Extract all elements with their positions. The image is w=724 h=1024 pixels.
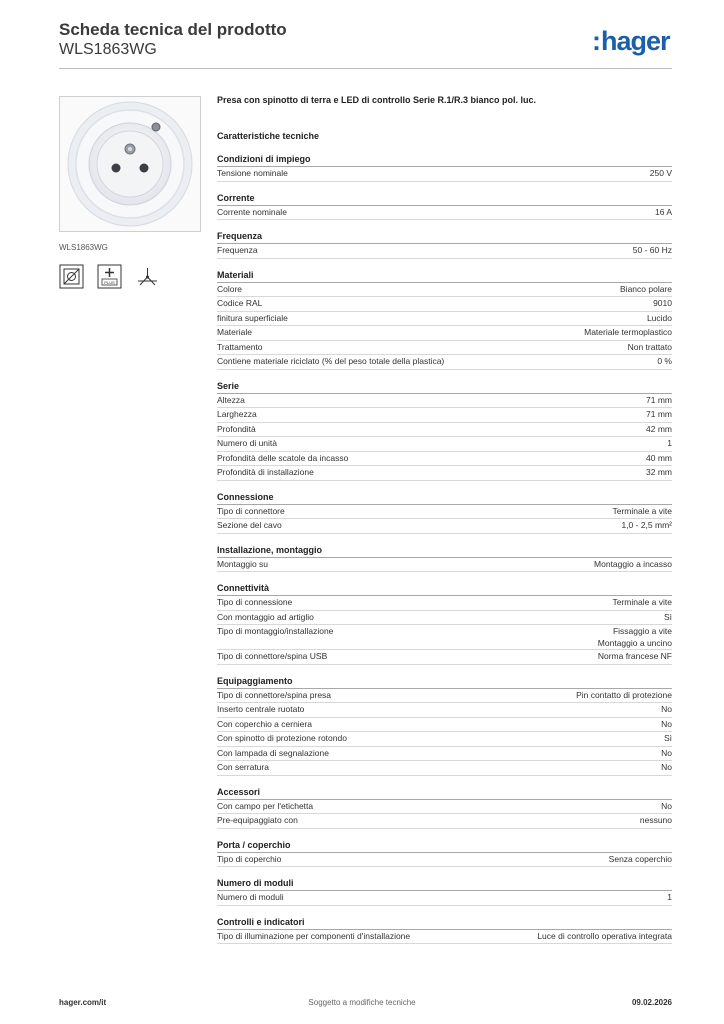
- section-title: Installazione, montaggio: [217, 543, 672, 558]
- spec-section: [217, 490, 672, 534]
- spec-label: Contiene materiale riciclato (% del peso totale della plastica): [217, 356, 445, 366]
- spec-value: Pin contatto di protezione: [576, 689, 672, 700]
- page-header: [59, 20, 287, 60]
- spec-label: Tipo di connessione: [217, 597, 293, 607]
- spec-value: Norma francese NF: [597, 651, 672, 661]
- spec-value-line: Fissaggio a vite: [612, 626, 672, 636]
- spec-row: [217, 355, 672, 370]
- spec-value-line: Montaggio a uncino: [597, 638, 672, 648]
- spec-row: [217, 283, 672, 298]
- spec-value: Non trattato: [627, 341, 672, 352]
- spec-value: 0 %: [657, 356, 672, 366]
- spec-section: [217, 152, 672, 182]
- spec-section: [217, 379, 672, 481]
- hager-logo[interactable]: :hager: [592, 26, 670, 56]
- section-title: Numero di moduli: [217, 876, 672, 891]
- spec-value: Materiale termoplastico: [584, 327, 672, 337]
- spec-row: [217, 718, 672, 733]
- spec-section: [217, 915, 672, 945]
- spec-label: Codice RAL: [217, 298, 263, 308]
- section-title: Serie: [217, 379, 672, 394]
- spec-label: Con spinotto di protezione rotondo: [217, 733, 347, 743]
- spec-value: 50 - 60 Hz: [632, 245, 672, 255]
- spec-row: [217, 761, 672, 776]
- section-title: Materiali: [217, 268, 672, 283]
- spec-row: [217, 394, 672, 409]
- spec-label: Tensione nominale: [217, 168, 288, 178]
- spec-label: Profondità delle scatole da incasso: [217, 452, 349, 463]
- spec-value: 40 mm: [646, 452, 672, 463]
- spec-row: [217, 505, 672, 520]
- spec-section: [217, 543, 672, 573]
- spec-row: [217, 408, 672, 423]
- spec-label: Altezza: [217, 394, 245, 405]
- spec-section: [217, 581, 672, 665]
- spec-value: Luce di controllo operativa integrata: [537, 930, 672, 941]
- spec-value: Terminale a vite: [612, 597, 672, 607]
- spec-label: Tipo di connettore: [217, 505, 285, 516]
- section-title: Condizioni di impiego: [217, 152, 672, 167]
- spec-section: [217, 838, 672, 868]
- spec-label: Con montaggio ad artiglio: [217, 611, 314, 622]
- installation-symbol-icon: [135, 264, 160, 289]
- spec-section: [217, 876, 672, 906]
- cert-plus-label: PLUS: [104, 280, 115, 285]
- footer-website[interactable]: hager.com/it: [59, 998, 107, 1007]
- socket-symbol-icon: [59, 264, 84, 289]
- spec-value: [598, 625, 672, 649]
- spec-label: Con coperchio a cerniera: [217, 718, 312, 729]
- spec-value: No: [661, 762, 672, 772]
- spec-value: 1,0 - 2,5 mm²: [621, 520, 672, 530]
- product-description: Presa con spinotto di terra e LED di controllo Serie R.1/R.3 bianco pol. luc.: [217, 95, 537, 105]
- spec-value: Bianco polare: [620, 283, 672, 294]
- spec-label: Numero di unità: [217, 438, 278, 448]
- spec-row: [217, 930, 672, 945]
- spec-section: [217, 674, 672, 776]
- spec-value: 42 mm: [646, 423, 672, 434]
- spec-label: Tipo di connettore/spina USB: [217, 651, 328, 661]
- spec-label: Profondità: [217, 423, 256, 434]
- spec-label: Profondità di installazione: [217, 467, 314, 477]
- footer-note: Soggetto a modifiche tecniche: [308, 998, 416, 1007]
- logo-text: hager: [601, 26, 670, 56]
- spec-label: Tipo di illuminazione per componenti d'installazione: [217, 930, 411, 941]
- spec-row: [217, 800, 672, 815]
- spec-row: [217, 596, 672, 611]
- spec-label: Trattamento: [217, 341, 263, 352]
- spec-row: [217, 732, 672, 747]
- spec-value: 1: [667, 892, 672, 902]
- section-title: Frequenza: [217, 229, 672, 244]
- spec-value: 9010: [653, 298, 672, 308]
- spec-row: [217, 244, 672, 259]
- spec-label: Larghezza: [217, 409, 257, 419]
- spec-value: 1: [667, 438, 672, 448]
- spec-label: Pre-equipaggiato con: [217, 815, 298, 825]
- spec-value: 71 mm: [646, 394, 672, 405]
- spec-label: Sezione del cavo: [217, 520, 282, 530]
- spec-label: Colore: [217, 283, 243, 294]
- spec-value: Terminale a vite: [612, 505, 672, 516]
- spec-row: [217, 703, 672, 718]
- spec-row: [217, 891, 672, 906]
- spec-row: [217, 206, 672, 221]
- spec-row: [217, 611, 672, 626]
- section-title: Accessori: [217, 785, 672, 800]
- spec-value: Montaggio a incasso: [594, 558, 672, 569]
- spec-value: No: [661, 800, 672, 811]
- spec-row: [217, 437, 672, 452]
- spec-value: 250 V: [649, 168, 672, 178]
- spec-row: [217, 747, 672, 762]
- spec-label: Numero di moduli: [217, 892, 284, 902]
- section-title: Connettività: [217, 581, 672, 596]
- spec-value: No: [661, 718, 672, 729]
- spec-row: [217, 341, 672, 356]
- spec-value: 16 A: [654, 206, 672, 217]
- spec-label: Corrente nominale: [217, 206, 287, 217]
- spec-label: Frequenza: [217, 245, 258, 255]
- spec-row: [217, 650, 672, 665]
- spec-label: Materiale: [217, 327, 252, 337]
- spec-value: Sì: [663, 733, 672, 743]
- section-title: Porta / coperchio: [217, 838, 672, 853]
- characteristics-heading: Caratteristiche tecniche: [217, 131, 320, 141]
- spec-label: Con lampada di segnalazione: [217, 747, 329, 758]
- spec-label: Con campo per l'etichetta: [217, 800, 314, 811]
- spec-section: [217, 229, 672, 259]
- earth-plus-icon: [97, 264, 122, 289]
- spec-row: [217, 853, 672, 868]
- product-code: WLS1863WG: [59, 41, 157, 58]
- spec-value: No: [661, 747, 672, 758]
- product-image: [59, 96, 201, 232]
- spec-value: Sì: [663, 611, 672, 622]
- spec-panel: [217, 93, 672, 944]
- spec-value: Lucido: [646, 312, 672, 323]
- spec-row: [217, 452, 672, 467]
- spec-label: Tipo di coperchio: [217, 853, 282, 864]
- spec-label: Montaggio su: [217, 558, 269, 569]
- footer-date: 09.02.2026: [631, 998, 672, 1007]
- spec-label: Inserto centrale ruotato: [217, 704, 305, 714]
- spec-row: [217, 519, 672, 534]
- section-title: Controlli e indicatori: [217, 915, 672, 930]
- spec-label: Tipo di montaggio/installazione: [217, 626, 334, 636]
- spec-sections: [217, 152, 672, 944]
- spec-value: 71 mm: [646, 409, 672, 419]
- spec-label: Con serratura: [217, 762, 269, 772]
- section-title: Equipaggiamento: [217, 674, 672, 689]
- spec-row: [217, 297, 672, 312]
- spec-value: nessuno: [639, 815, 672, 825]
- spec-row: [217, 423, 672, 438]
- spec-row: [217, 466, 672, 481]
- product-image-caption: WLS1863WG: [59, 243, 108, 252]
- spec-label: finitura superficiale: [217, 312, 288, 323]
- header-divider: [59, 68, 672, 69]
- section-title: Corrente: [217, 191, 672, 206]
- spec-row: [217, 312, 672, 327]
- section-title: Connessione: [217, 490, 672, 505]
- spec-row: [217, 167, 672, 182]
- spec-row: [217, 326, 672, 341]
- spec-section: [217, 268, 672, 370]
- spec-row: [217, 558, 672, 573]
- spec-label: Tipo di connettore/spina presa: [217, 689, 332, 700]
- spec-row: [217, 625, 672, 650]
- spec-value: No: [661, 704, 672, 714]
- spec-section: [217, 191, 672, 221]
- page-title: Scheda tecnica del prodotto: [59, 20, 287, 39]
- spec-value: 32 mm: [646, 467, 672, 477]
- spec-row: [217, 689, 672, 704]
- spec-row: [217, 814, 672, 829]
- spec-value: Senza coperchio: [608, 853, 672, 864]
- spec-section: [217, 785, 672, 829]
- socket-illustration: [60, 97, 200, 231]
